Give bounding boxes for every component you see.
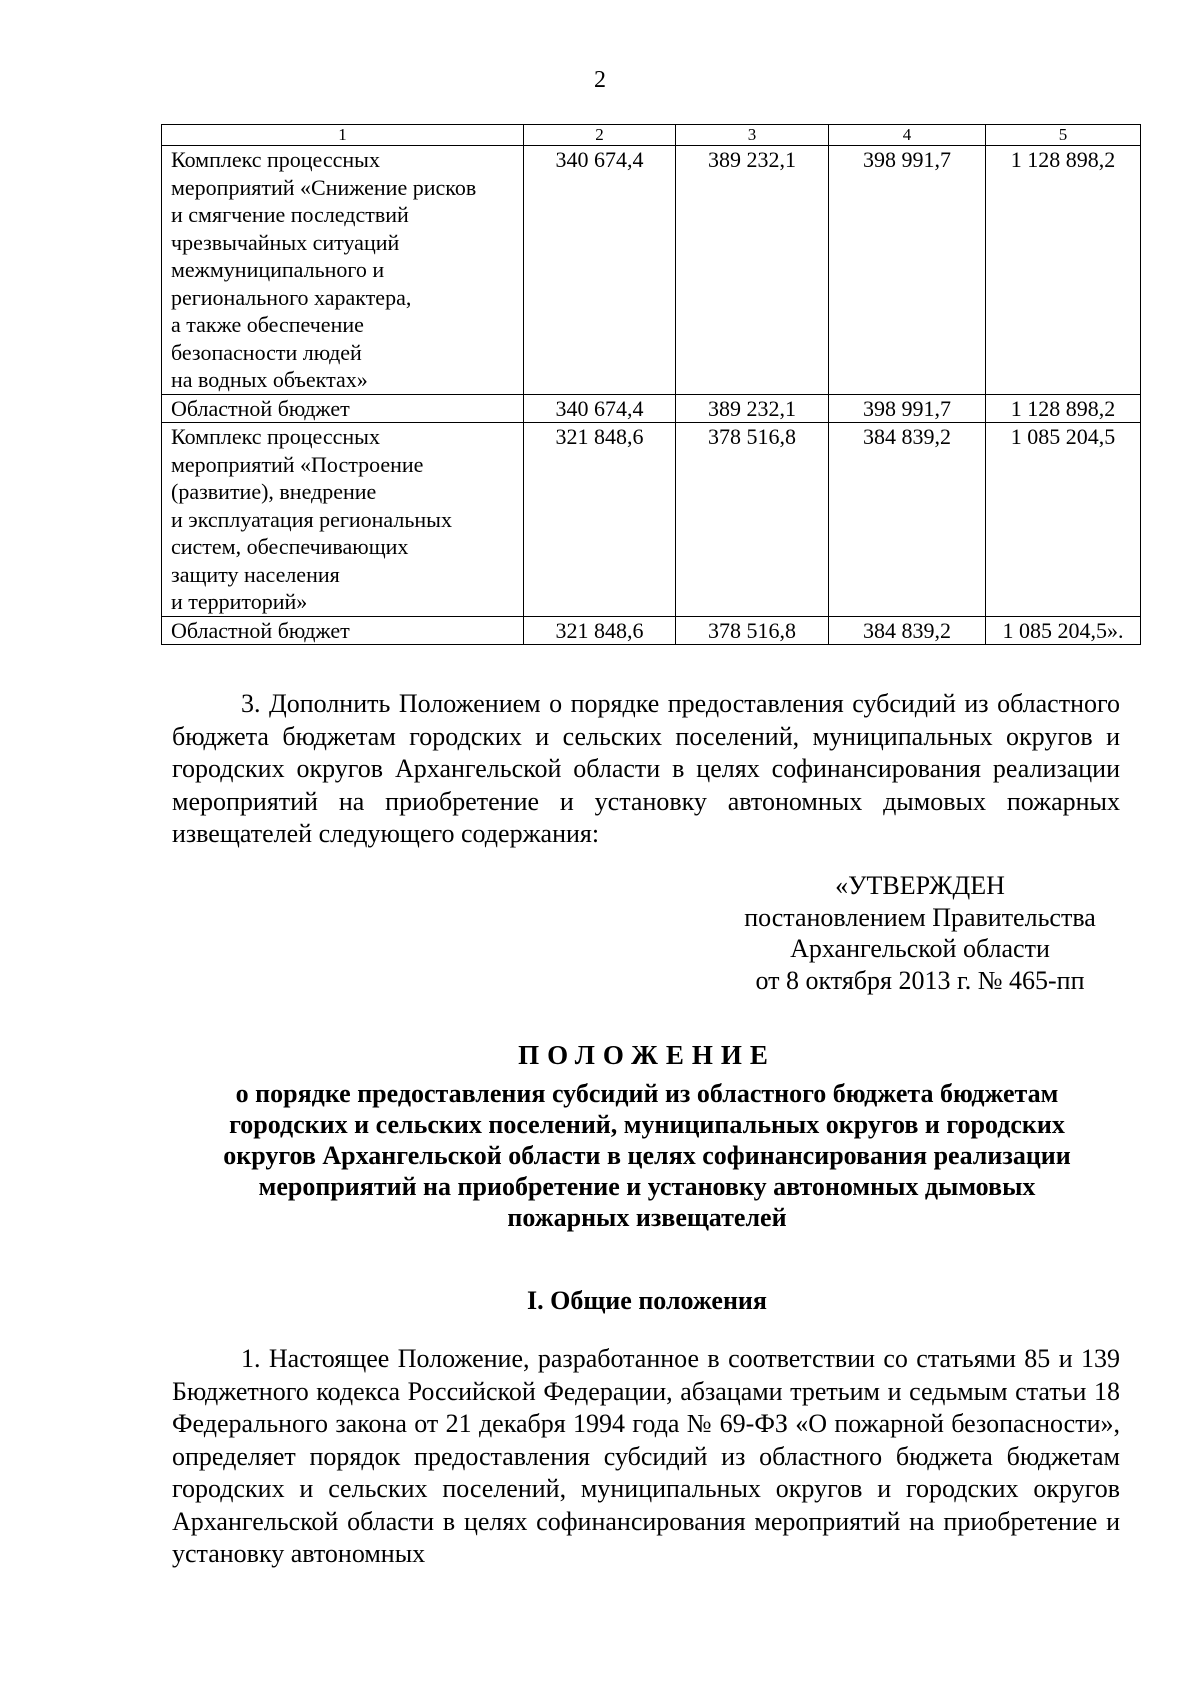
paragraph-3: 3. Дополнить Положением о порядке предоставления субсидий из областного бюджета бюджетам городских и сельских поселений, муниципальных округов и городских округов Архангельской области в целях софинансирования реализации мероприятий на приобретение и установку автономных дымовых пожарных извещателей следующего содержания: [172, 689, 1120, 848]
table-header-cell: 1 [162, 125, 524, 146]
total-cell: 1 085 204,5». [986, 616, 1141, 645]
value-cell: 378 516,8 [676, 423, 829, 617]
value-cell: 321 848,6 [524, 616, 676, 645]
table-row [162, 423, 1141, 617]
value-cell: 398 991,7 [829, 394, 986, 423]
budget-table [161, 124, 1141, 645]
table-header-cell: 3 [676, 125, 829, 146]
table-header-cell: 5 [986, 125, 1141, 146]
table-header-row [162, 125, 1141, 146]
value-cell: 340 674,4 [524, 146, 676, 395]
table-row [162, 146, 1141, 395]
approval-line: «УТВЕРЖДЕН [835, 871, 1005, 900]
approval-line: постановлением Правительства [744, 902, 1096, 932]
row-name-cell: Областной бюджет [162, 616, 524, 645]
value-cell: 321 848,6 [524, 423, 676, 617]
table-header-cell: 2 [524, 125, 676, 146]
paragraph-1: 1. Настоящее Положение, разработанное в соответствии со статьями 85 и 139 Бюджетного кодекса Российской Федерации, абзацами третьим и седьмым статьи 18 Федерального закона от 21 декабря 1994 года № 69-ФЗ «О пожарной безопасности», определяет порядок предоставления субсидий из областного бюджета бюджетам городских и сельских поселений, муниципальных округов и городских округов Архангельской области в целях софинансирования мероприятий на приобретение и установку автономных [172, 1344, 1120, 1568]
row-name-cell: Комплекс процессных мероприятий «Построение (развитие), внедрение и эксплуатация региональных систем, обеспечивающих защиту населения и территорий» [162, 423, 524, 617]
value-cell: 398 991,7 [829, 146, 986, 395]
section-heading: I. Общие положения [527, 1286, 767, 1315]
approval-line: от 8 октября 2013 г. № 465-пп [755, 965, 1085, 995]
total-cell: 1 128 898,2 [986, 146, 1141, 395]
table-row [162, 394, 1141, 423]
value-cell: 389 232,1 [676, 146, 829, 395]
page-number: 2 [594, 67, 606, 93]
total-cell: 1 128 898,2 [986, 394, 1141, 423]
approval-line: Архангельской области [790, 934, 1050, 963]
value-cell: 378 516,8 [676, 616, 829, 645]
document-title: ПОЛОЖЕНИЕ [518, 1040, 776, 1070]
table-row [162, 616, 1141, 645]
row-name-cell: Комплекс процессных мероприятий «Снижение рисков и смягчение последствий чрезвычайных ситуаций межмуниципального и регионального характера, а также обеспечение безопасности людей на водных объектах» [162, 146, 524, 395]
value-cell: 389 232,1 [676, 394, 829, 423]
row-name-cell: Областной бюджет [162, 394, 524, 423]
value-cell: 384 839,2 [829, 616, 986, 645]
value-cell: 340 674,4 [524, 394, 676, 423]
table-header-cell: 4 [829, 125, 986, 146]
document-subtitle: о порядке предоставления субсидий из областного бюджета бюджетам городских и сельских поселений, муниципальных округов и городских округов Архангельской области в целях софинансирования реализации мероприятий на приобретение и установку автономных дымовых пожарных извещателей [223, 1079, 1071, 1232]
value-cell: 384 839,2 [829, 423, 986, 617]
approval-stamp [720, 870, 1120, 996]
total-cell: 1 085 204,5 [986, 423, 1141, 617]
